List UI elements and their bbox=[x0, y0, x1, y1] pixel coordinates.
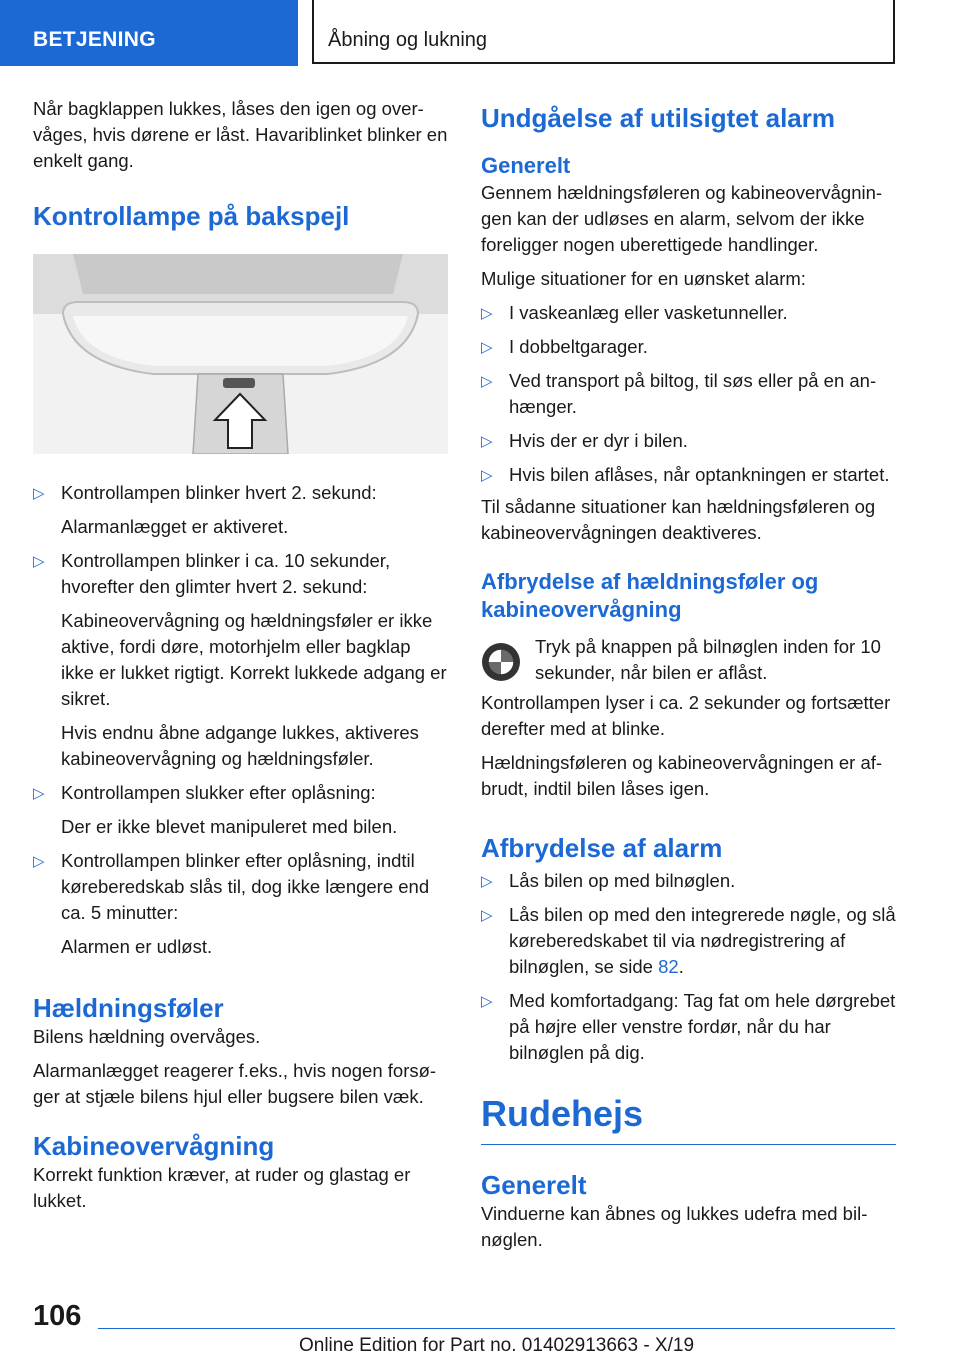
key-instruction bbox=[481, 634, 896, 686]
heading-rudehejs: Rudehejs bbox=[481, 1093, 644, 1134]
paragraph: Gennem hældningsføleren og kabineovervågningen kan der udløses en alarm, selvom der ikke foreligger nogen uberettigede handlinger. bbox=[481, 182, 883, 255]
key-instruction-text: Tryk på knappen på bilnøglen inden for 10 sekunder, når bilen er aflåst. bbox=[535, 636, 881, 683]
heading-afbrydelse-alarm: Afbrydelse af alarm bbox=[481, 833, 723, 863]
chapter-header bbox=[312, 0, 895, 64]
section-tab bbox=[0, 0, 298, 66]
heading-haeldningsfoler: Hældningsføler bbox=[33, 993, 224, 1023]
heading-kontrollampe: Kontrollampe på bakspejl bbox=[33, 201, 350, 231]
paragraph: Vinduerne kan åbnes og lukkes udefra med bilnøglen. bbox=[481, 1203, 868, 1250]
list-item: ▷ Lås bilen op med bilnøglen. bbox=[481, 868, 896, 894]
triangle-bullet-icon: ▷ bbox=[33, 853, 45, 870]
left-column bbox=[33, 96, 448, 1214]
footer-edition: Online Edition for Part no. 01402913663 - X/19 bbox=[298, 1335, 695, 1356]
heading-kabineovervaagning: Kabineovervågning bbox=[33, 1131, 275, 1161]
list-item: ▷ Kontrollampen blinker i ca. 10 sekunder, hvorefter den glimter hvert 2. sekund: Kabineovervågning og hældningsføler er ikke aktive, fordi døre, motorhjelm eller bagklap ikke er lukket rigtigt. Korrekt lukkede adgang er sikret. Hvis endnu åbne adgange lukkes, aktiveres kabineovervågning og hældningsføler. bbox=[33, 550, 447, 769]
chapter-title: Åbning og lukning bbox=[328, 29, 488, 51]
list-item: ▷ Kontrollampen blinker hvert 2. sekund: Alarmanlægget er aktiveret. bbox=[33, 482, 377, 537]
heading-afbrydelse-sensor: Afbrydelse af hældningsføler og kabineovervågning bbox=[481, 569, 819, 622]
intro-paragraph: Når bagklappen lukkes, låses den igen og overvåges, hvis dørene er låst. Havariblinket blinker en enkelt gang. bbox=[33, 98, 448, 171]
triangle-bullet-icon: ▷ bbox=[481, 907, 493, 924]
triangle-bullet-icon: ▷ bbox=[33, 785, 45, 802]
lamp-status-list bbox=[33, 480, 448, 960]
section-rule bbox=[481, 1144, 896, 1145]
list-item: ▷ I vaskeanlæg eller vasketunneller. bbox=[481, 300, 896, 326]
page-reference-link[interactable]: 82 bbox=[658, 956, 679, 977]
paragraph: Alarmanlægget reagerer f.eks., hvis nogen forsøger at stjæle bilens hjul eller bugsere bilen væk. bbox=[33, 1060, 437, 1107]
footer-divider bbox=[98, 1328, 895, 1329]
section-label: BETJENING bbox=[33, 28, 156, 51]
triangle-bullet-icon: ▷ bbox=[33, 485, 45, 502]
triangle-bullet-icon: ▷ bbox=[481, 873, 493, 890]
triangle-bullet-icon: ▷ bbox=[481, 305, 493, 322]
paragraph: Mulige situationer for en uønsket alarm: bbox=[481, 268, 806, 289]
list-item: ▷ Ved transport på biltog, til søs eller på en anhænger. bbox=[481, 370, 877, 417]
triangle-bullet-icon: ▷ bbox=[481, 467, 493, 484]
list-item: ▷ I dobbeltgarager. bbox=[481, 334, 896, 360]
list-item: ▷ Kontrollampen blinker efter oplåsning, indtil køreberedskab slås til, dog ikke længere end ca. 5 minutter: Alarmen er udløst. bbox=[33, 850, 430, 957]
list-item: ▷ Lås bilen op med den integrerede nøgle, og slå køreberedskabet til via nødregistrering af bilnøglen, se side 82. bbox=[481, 904, 896, 977]
triangle-bullet-icon: ▷ bbox=[481, 993, 493, 1010]
paragraph: Korrekt funktion kræver, at ruder og glastag er lukket. bbox=[33, 1164, 411, 1211]
heading-undgaaelse: Undgåelse af utilsigtet alarm bbox=[481, 103, 835, 133]
rearview-mirror-image bbox=[33, 254, 448, 454]
heading-generelt-2: Generelt bbox=[481, 1170, 587, 1200]
paragraph: Til sådanne situationer kan hældningsføleren og kabineovervågningen deaktiveres. bbox=[481, 496, 876, 543]
bmw-key-button-icon bbox=[481, 642, 521, 682]
list-item: ▷ Kontrollampen slukker efter oplåsning: Der er ikke blevet manipuleret med bilen. bbox=[33, 782, 398, 837]
right-column bbox=[481, 96, 896, 1253]
list-item: ▷ Med komfortadgang: Tag fat om hele dørgrebet på højre eller venstre fordør, når du har bilnøglen på dig. bbox=[481, 990, 896, 1063]
paragraph: Kontrollampen lyser i ca. 2 sekunder og fortsætter derefter med at blinke. bbox=[481, 692, 891, 739]
triangle-bullet-icon: ▷ bbox=[481, 373, 493, 390]
page-number: 106 bbox=[33, 1300, 82, 1332]
list-item: ▷ Hvis bilen aflåses, når optankningen er startet. bbox=[481, 462, 896, 488]
alarm-list bbox=[481, 868, 896, 1066]
paragraph: Hældningsføleren og kabineovervågningen er afbrudt, indtil bilen låses igen. bbox=[481, 752, 883, 799]
paragraph: Bilens hældning overvåges. bbox=[33, 1026, 261, 1047]
situations-list bbox=[481, 300, 896, 488]
list-item: ▷ Hvis der er dyr i bilen. bbox=[481, 428, 896, 454]
triangle-bullet-icon: ▷ bbox=[33, 553, 45, 570]
heading-generelt: Generelt bbox=[481, 153, 571, 178]
triangle-bullet-icon: ▷ bbox=[481, 339, 493, 356]
triangle-bullet-icon: ▷ bbox=[481, 433, 493, 450]
